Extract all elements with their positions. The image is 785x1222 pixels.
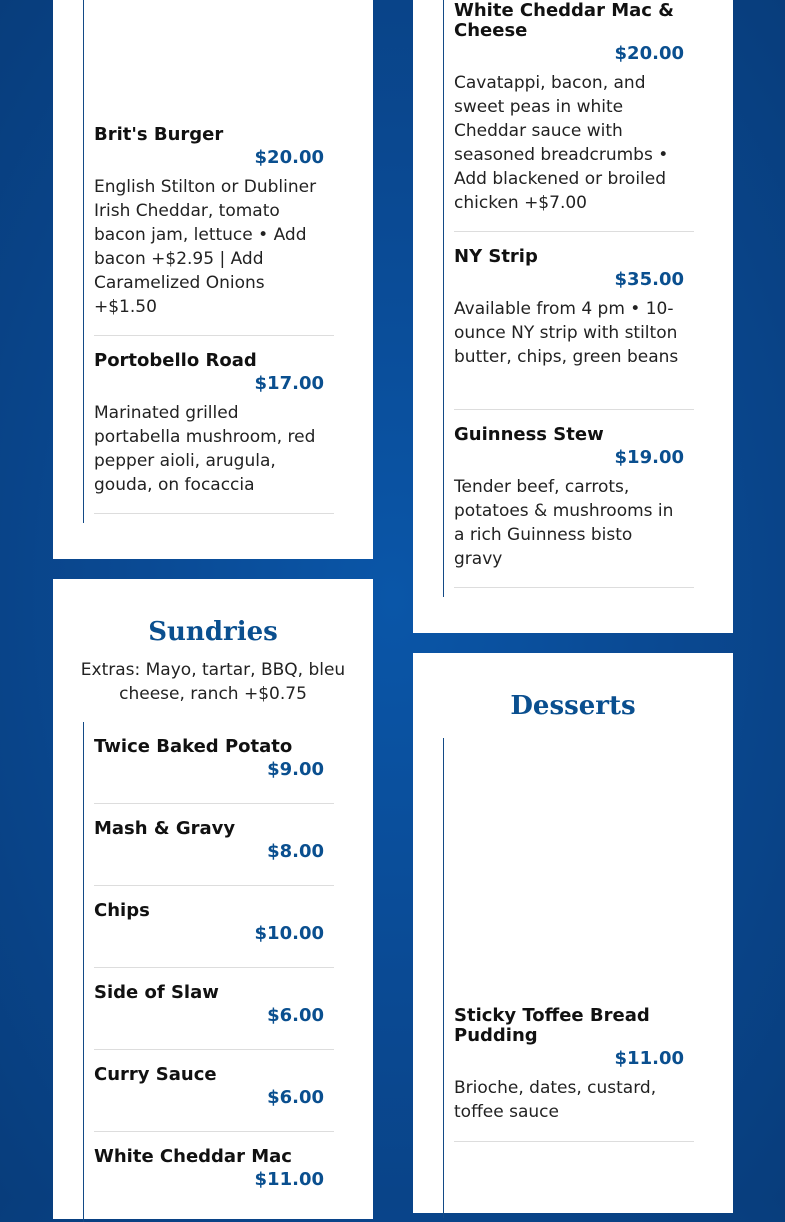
menu-item	[94, 818, 334, 862]
item-name: Portobello Road	[94, 350, 257, 371]
item-price: $17.00	[254, 373, 324, 394]
menu-card-mains-left	[53, 0, 373, 559]
menu-items-list	[83, 722, 364, 1222]
menu-items-list	[443, 738, 724, 1218]
item-name: Guinness Stew	[454, 424, 604, 445]
item-description: Tender beef, carrots, potatoes & mushrooms in a rich Guinness bisto gravy	[454, 477, 674, 569]
item-price: $10.00	[254, 923, 324, 944]
item-price: $20.00	[614, 43, 684, 64]
item-name: Sticky Toffee Bread Pudding	[454, 1005, 650, 1046]
item-divider	[454, 409, 694, 410]
item-price: $6.00	[267, 1087, 324, 1108]
item-name: Mash & Gravy	[94, 818, 236, 839]
section-title: Sundries	[148, 617, 278, 647]
item-price: $19.00	[614, 447, 684, 468]
item-description: Available from 4 pm • 10-ounce NY strip with stilton butter, chips, green beans	[454, 299, 679, 367]
item-price: $35.00	[614, 269, 684, 290]
menu-item	[94, 1146, 334, 1190]
menu-card-desserts	[413, 653, 733, 1213]
menu-item	[454, 425, 694, 587]
menu-item	[94, 736, 334, 780]
section-note: Extras: Mayo, tartar, BBQ, bleu cheese, ranch +$0.75	[80, 660, 346, 704]
item-description: Cavatappi, bacon, and sweet peas in white Cheddar sauce with seasoned breadcrumbs • Add blackened or broiled chicken +$7.00	[454, 73, 669, 213]
item-divider	[454, 1141, 694, 1142]
menu-card-mains-right	[413, 0, 733, 633]
item-price: $11.00	[614, 1048, 684, 1069]
section-title: Desserts	[510, 691, 636, 721]
menu-item	[454, 1006, 694, 1141]
item-name: Brit's Burger	[94, 124, 224, 145]
item-price: $8.00	[267, 841, 324, 862]
item-name: Curry Sauce	[94, 1064, 217, 1085]
menu-item	[94, 1064, 334, 1108]
item-divider	[94, 513, 334, 514]
item-name: White Cheddar Mac & Cheese	[454, 0, 674, 41]
item-name: NY Strip	[454, 246, 538, 267]
item-price: $6.00	[267, 1005, 324, 1026]
menu-items-list	[83, 0, 364, 523]
item-divider	[94, 1131, 334, 1132]
menu-item	[454, 1, 694, 231]
item-divider	[94, 885, 334, 886]
item-description: Brioche, dates, custard, toffee sauce	[454, 1078, 657, 1122]
item-name: Twice Baked Potato	[94, 736, 293, 757]
menu-item	[94, 351, 334, 513]
item-divider	[94, 1049, 334, 1050]
item-divider	[454, 587, 694, 588]
menu-items-list	[443, 0, 724, 597]
menu-item	[94, 982, 334, 1026]
menu-item	[94, 125, 334, 335]
item-divider	[94, 803, 334, 804]
item-name: White Cheddar Mac	[94, 1146, 292, 1167]
item-price: $9.00	[267, 759, 324, 780]
menu-item	[454, 247, 694, 409]
item-description: Marinated grilled portabella mushroom, red pepper aioli, arugula, gouda, on focaccia	[94, 403, 316, 495]
item-name: Chips	[94, 900, 150, 921]
menu-card-sundries	[53, 579, 373, 1219]
item-divider	[94, 967, 334, 968]
item-divider	[454, 231, 694, 232]
item-description: English Stilton or Dubliner Irish Cheddar, tomato bacon jam, lettuce • Add bacon +$2.95 | Add Caramelized Onions +$1.50	[94, 177, 317, 317]
item-price: $20.00	[254, 147, 324, 168]
menu-item	[94, 900, 334, 944]
item-divider	[94, 335, 334, 336]
item-name: Side of Slaw	[94, 982, 219, 1003]
item-price: $11.00	[254, 1169, 324, 1190]
